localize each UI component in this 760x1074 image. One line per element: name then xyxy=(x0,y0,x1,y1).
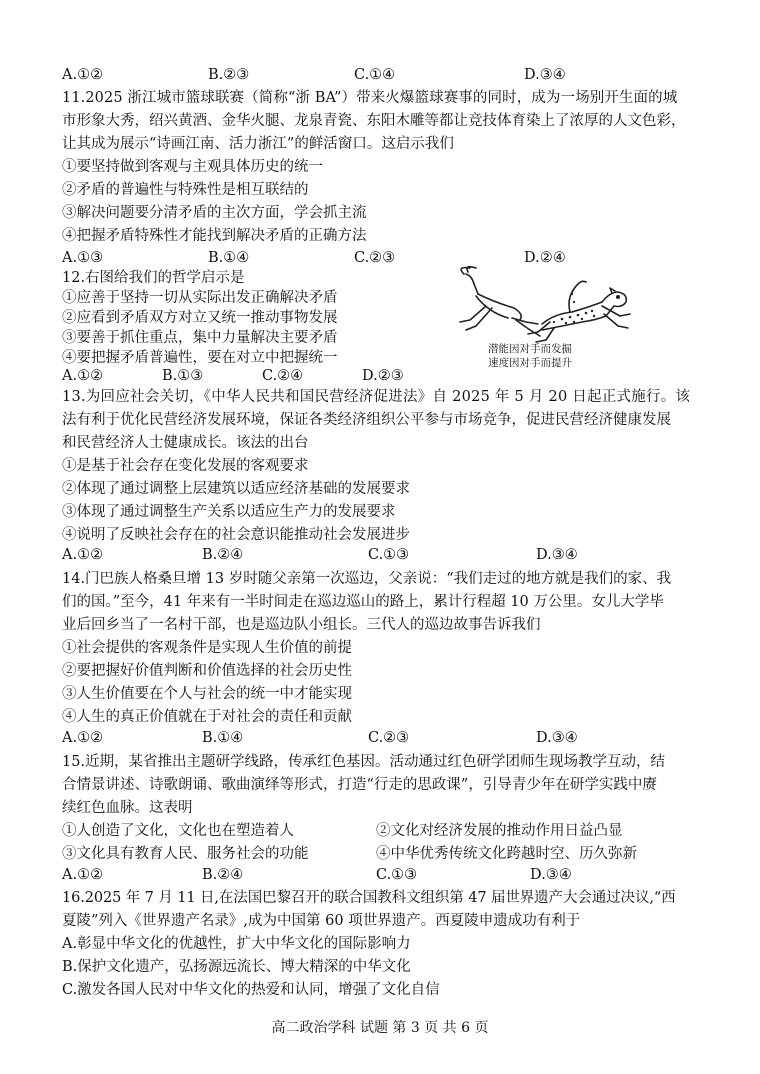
q13-stem-line: 13.为回应社会关切，《中华人民共和国民营经济促进法》自 2025 年 5 月 20 日起正式施行。该 xyxy=(62,389,691,405)
q15-option-c: C.①③ xyxy=(376,867,418,883)
q15-option-b: B.②④ xyxy=(202,867,244,883)
q15-item: ③文化具有教育人民、服务社会的功能 xyxy=(62,846,309,862)
q13-option-b: B.②④ xyxy=(202,547,244,563)
q12-option-b: B.①③ xyxy=(162,368,204,384)
q13-option-c: C.①③ xyxy=(368,547,410,563)
q16-stem-line: 夏陵”列入《世界遗产名录》,成为中国第 60 项世界遗产。西夏陵申遗成功有利于 xyxy=(62,913,581,929)
q15-stem-line: 15.近期，某省推出主题研学线路，传承红色基因。活动通过红色研学团师生现场教学互动，结 xyxy=(62,754,666,770)
q12-option-d: D.②③ xyxy=(362,368,404,384)
q15-option-d: D.③④ xyxy=(530,867,572,883)
q11-item: ①要坚持做到客观与主观具体历史的统一 xyxy=(62,159,323,175)
q14-item: ①社会提供的客观条件是实现人生价值的前提 xyxy=(62,640,352,656)
q14-option-b: B.①④ xyxy=(202,730,244,746)
q12-item: ①应善于坚持一切从实际出发正确解决矛盾 xyxy=(62,290,338,306)
q11-item: ②矛盾的普遍性与特殊性是相互联结的 xyxy=(62,182,309,198)
q14-option-c: C.②③ xyxy=(368,730,410,746)
q14-stem-line: 14.门巴族人格桑旦增 13 岁时随父亲第一次巡边，父亲说：“我们走过的地方就是我们的家、我 xyxy=(62,571,672,587)
q11-stem-line: 11.2025 浙江城市篮球联赛（简称“浙 BA”）带来火爆篮球赛事的同时，成为一场别开生面的城 xyxy=(62,90,678,106)
antelope-horn xyxy=(467,267,476,272)
q12-item: ③要善于抓住重点，集中力量解决主要矛盾 xyxy=(62,330,338,346)
q13-option-d: D.③④ xyxy=(536,547,578,563)
q14-option-d: D.③④ xyxy=(536,730,578,746)
q12-item: ②应看到矛盾双方对立又统一推动事物发展 xyxy=(62,310,338,326)
q15-item: ④中华优秀传统文化跨越时空、历久弥新 xyxy=(376,846,637,862)
q14-stem-line: 们的国。”至今，41 年来有一半时间走在巡边巡山的路上，累计行程超 10 万公里。女儿大学毕 xyxy=(62,594,664,610)
q12-option-c: C.②④ xyxy=(262,368,304,384)
q12-item: ④要把握矛盾普遍性，要在对立中把握统一 xyxy=(62,350,338,366)
q11-option-b: B.①④ xyxy=(208,250,250,266)
q13-option-a: A.①② xyxy=(62,547,104,563)
q16-option-c: C.激发各国人民对中华文化的热爱和认同，增强了文化自信 xyxy=(62,982,440,998)
figure-caption-line: 速度因对手而提升 xyxy=(488,357,572,369)
q10-option-a: A.①② xyxy=(62,67,104,83)
q12-stem: 12.右图给我们的哲学启示是 xyxy=(62,270,245,286)
q14-stem-line: 业后回乡当了一名村干部，也是巡边队小组长。三代人的巡边故事告诉我们 xyxy=(62,617,541,633)
q13-item: ③体现了通过调整生产关系以适应生产力的发展要求 xyxy=(62,504,396,520)
q10-option-b: B.②③ xyxy=(208,67,250,83)
q16-option-b: B.保护文化遗产，弘扬源远流长、博大精深的中华文化 xyxy=(62,959,411,975)
q11-item: ④把握矛盾特殊性才能找到解决矛盾的正确方法 xyxy=(62,228,367,244)
q13-item: ④说明了反映社会存在的社会意识能推动社会发展进步 xyxy=(62,527,410,543)
q14-option-a: A.①② xyxy=(62,730,104,746)
q11-option-c: C.②③ xyxy=(354,250,396,266)
q16-stem-line: 16.2025 年 7 月 11 日,在法国巴黎召开的联合国教科文组织第 47 届世界遗产大会通过决议,“西 xyxy=(62,890,676,906)
q13-item: ②体现了通过调整上层建筑以适应经济基础的发展要求 xyxy=(62,481,410,497)
q11-item: ③解决问题要分清矛盾的主次方面，学会抓主流 xyxy=(62,205,367,221)
antelope-horn xyxy=(461,268,470,274)
q12-option-a: A.①② xyxy=(62,368,104,384)
q16-option-a: A.彰显中华文化的优越性，扩大中华文化的国际影响力 xyxy=(62,936,411,952)
q11-option-d: D.②④ xyxy=(524,250,566,266)
q13-item: ①是基于社会存在变化发展的客观要求 xyxy=(62,458,309,474)
q10-option-d: D.③④ xyxy=(524,67,566,83)
q15-item: ②文化对经济发展的推动作用日益凸显 xyxy=(376,823,623,839)
q15-option-a: A.①② xyxy=(62,867,104,883)
figure-caption-line: 潜能因对手而发掘 xyxy=(488,343,572,355)
q15-stem-line: 合情景讲述、诗歌朗诵、歌曲演绎等形式，打造“行走的思政课”，引导青少年在研学实践中赓 xyxy=(62,777,657,793)
q15-item: ①人创造了文化，文化也在塑造着人 xyxy=(62,823,294,839)
q11-stem-line: 市形象大秀，绍兴黄酒、金华火腿、龙泉青瓷、东阳木雕等都让竞技体育染上了浓厚的人文色彩， xyxy=(62,113,686,129)
q13-stem-line: 法有利于优化民营经济发展环境，保证各类经济组织公平参与市场竞争，促进民营经济健康发展 xyxy=(62,412,671,428)
q15-stem-line: 续红色血脉。这表明 xyxy=(62,800,193,816)
q13-stem-line: 和民营经济人士健康成长。该法的出台 xyxy=(62,435,309,451)
q14-item: ②要把握好价值判断和价值选择的社会历史性 xyxy=(62,663,352,679)
q14-item: ④人生的真正价值就在于对社会的责任和贡献 xyxy=(62,709,352,725)
q10-option-c: C.①④ xyxy=(354,67,396,83)
page-footer: 高二政治学科 试题 第 3 页 共 6 页 xyxy=(271,1020,489,1036)
q11-stem-line: 让其成为展示“诗画江南、活力浙江”的鲜活窗口。这启示我们 xyxy=(62,136,454,152)
q11-option-a: A.①③ xyxy=(62,250,104,266)
q14-item: ③人生价值要在个人与社会的统一中才能实现 xyxy=(62,686,352,702)
